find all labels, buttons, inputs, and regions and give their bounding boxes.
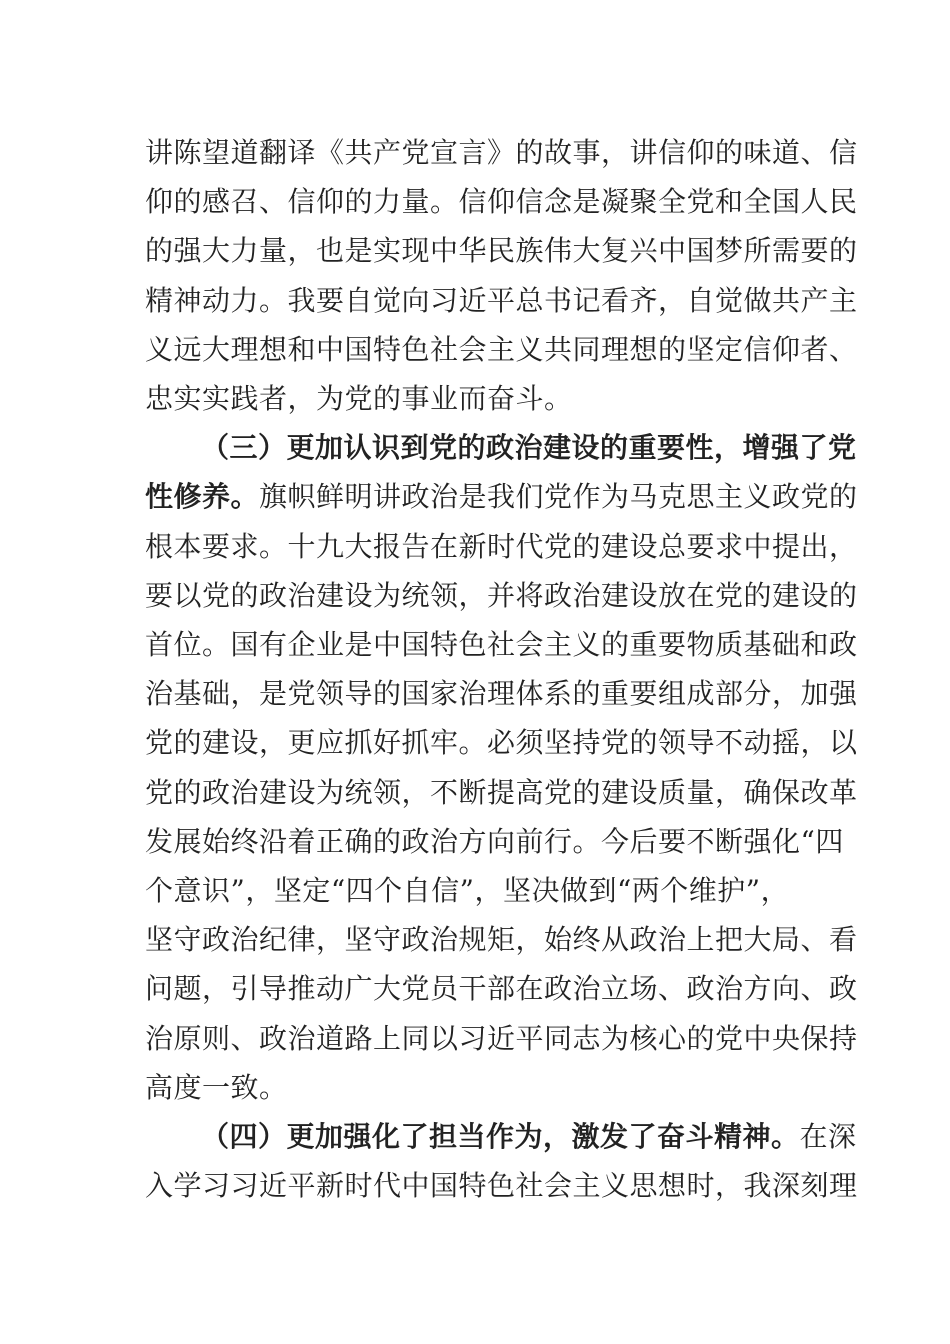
text-line: 治原则、政治道路上同以习近平同志为核心的党中央保持 bbox=[145, 1021, 858, 1055]
text-line: 精神动力。我要自觉向习近平总书记看齐，自觉做共产主 bbox=[145, 283, 858, 317]
text-line: 治基础，是党领导的国家治理体系的重要组成部分，加强 bbox=[145, 677, 858, 711]
section-heading-three: （三）更加认识到党的政治建设的重要性，增强了党 bbox=[201, 431, 857, 465]
text-line: 入学习习近平新时代中国特色社会主义思想时，我深刻理 bbox=[145, 1169, 858, 1203]
text-line: 要以党的政治建设为统领，并将政治建设放在党的建设的 bbox=[145, 578, 858, 612]
text-line: 问题，引导推动广大党员干部在政治立场、政治方向、政 bbox=[145, 972, 858, 1006]
text-line-rest: 旗帜鲜明讲政治是我们党作为马克思主义政党的 bbox=[259, 480, 858, 514]
text-line: 义远大理想和中国特色社会主义共同理想的坚定信仰者、 bbox=[145, 332, 858, 366]
text-line: 仰的感召、信仰的力量。信仰信念是凝聚全党和全国人民 bbox=[145, 185, 858, 219]
text-line: 的强大力量，也是实现中华民族伟大复兴中国梦所需要的 bbox=[145, 234, 858, 268]
text-line-rest: 在深 bbox=[799, 1120, 857, 1154]
text-line: 讲陈望道翻译《共产党宣言》的故事，讲信仰的味道、信 bbox=[145, 136, 858, 169]
text-line: 党的建设，更应抓好抓牢。必须坚持党的领导不动摇，以 bbox=[145, 726, 858, 760]
paragraph-political-building bbox=[145, 423, 858, 1112]
text-line: 坚守政治纪律，坚守政治规矩，始终从政治上把大局、看 bbox=[145, 923, 858, 957]
text-line: 高度一致。 bbox=[145, 1070, 288, 1104]
text-line: 忠实实践者，为党的事业而奋斗。 bbox=[145, 382, 573, 416]
text-line bbox=[145, 472, 858, 521]
section-heading-four: （四）更加强化了担当作为，激发了奋斗精神。 bbox=[201, 1120, 800, 1154]
text-line: 个意识”，坚定“四个自信”，坚决做到“两个维护”， bbox=[145, 874, 790, 908]
paragraph-responsibility bbox=[145, 1112, 858, 1210]
text-line: 首位。国有企业是中国特色社会主义的重要物质基础和政 bbox=[145, 628, 858, 662]
paragraph-faith bbox=[145, 128, 858, 423]
text-line: 发展始终沿着正确的政治方向前行。今后要不断强化“四 bbox=[145, 824, 844, 858]
section-heading-three-end: 性修养。 bbox=[145, 480, 260, 514]
document-body bbox=[145, 128, 858, 1210]
text-line: 党的政治建设为统领，不断提高党的建设质量，确保改革 bbox=[145, 775, 858, 809]
text-line bbox=[145, 1112, 857, 1161]
text-line: 根本要求。十九大报告在新时代党的建设总要求中提出， bbox=[145, 529, 858, 563]
